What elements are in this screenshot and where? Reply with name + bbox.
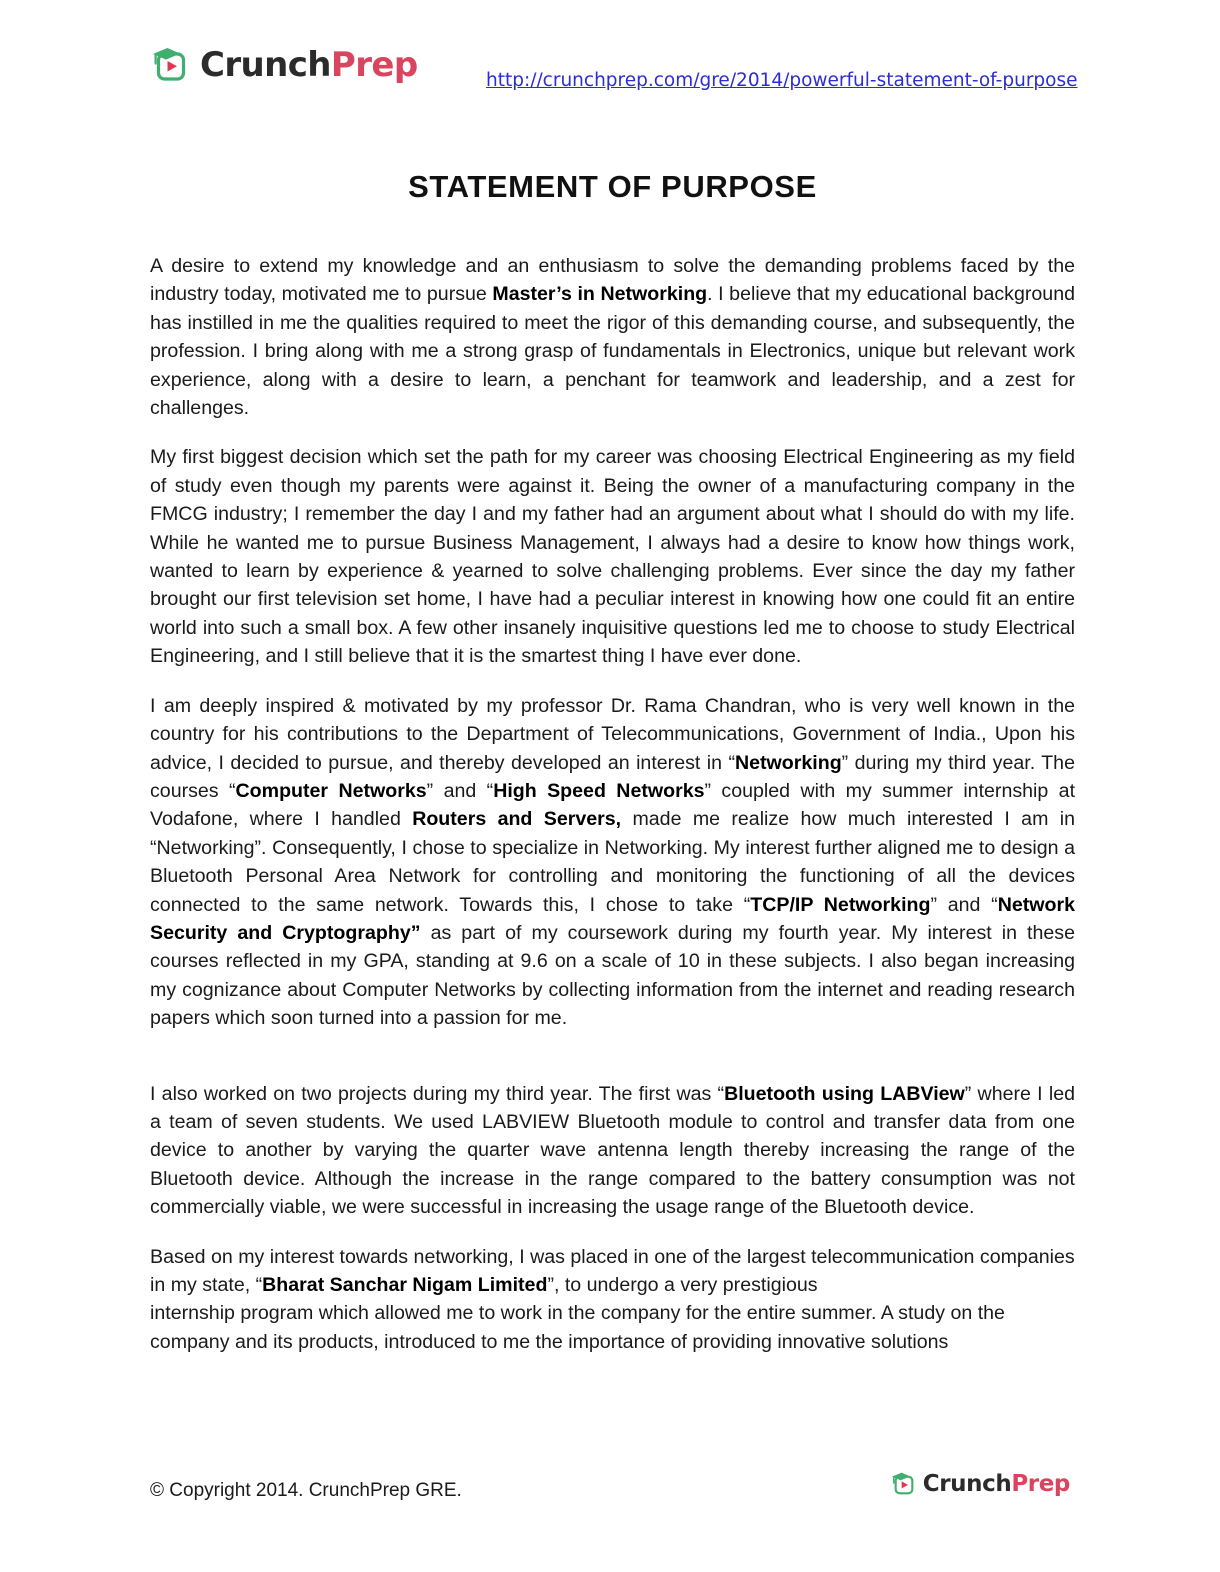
paragraph-1: A desire to extend my knowledge and an enthusiasm to solve the demanding problems faced by the industry today, motivated me to pursue Master’s in Networking. I believe that my educational background has instilled in me the qualities required to meet the rigor of this demanding course, and subsequently, the profession. I bring along with me a strong grasp of fundamentals in Electronics, unique but relevant work experience, along with a desire to learn, a penchant for teamwork and leadership, and a zest for challenges.	[150, 255, 1075, 420]
paragraph-3: I am deeply inspired & motivated by my professor Dr. Rama Chandran, who is very well known in the country for his contributions to the Department of Telecommunications, Government of India., Upon his advice, I decided to pursue, and thereby developed an interest in “Networking” during my third year. The courses “Computer Networks” and “High Speed Networks” coupled with my summer internship at Vodafone, where I handled Routers and Servers, made me realize how much interested I am in “Networking”. Consequently, I chose to specialize in Networking. My interest further aligned me to design a Bluetooth Personal Area Network for controlling and monitoring the functioning of all the devices connected to the same network. Towards this, I chose to take “TCP/IP Networking” and “Network Security and Cryptography” as part of my coursework during my fourth year. My interest in these courses reflected in my GPA, standing at 9.6 on a scale of 10 in these subjects. I also began increasing my cognizance about Computer Networks by collecting information from the internet and reading research papers which soon turned into a passion for me.	[150, 694, 1076, 1030]
crunchprep-graduation-play-icon	[150, 44, 192, 86]
crunchprep-wordmark	[922, 1470, 1070, 1497]
footer-crunchprep-logo	[890, 1470, 1070, 1498]
crunchprep-logo	[150, 44, 418, 86]
paragraph-2: My first biggest decision which set the path for my career was choosing Electrical Engineering as my field of study even though my parents were against it. Being the owner of a manufacturing company in the FMCG industry; I remember the day I and my father had an argument about what I should do with my life. While he wanted me to pursue Business Management, I always had a desire to know how things work, wanted to learn by experience & yearned to solve challenging problems. Ever since the day my father brought our first television set home, I have had a peculiar interest in knowing how one could fit an entire world into such a small box. A few other insanely inquisitive questions led me to choose to study Electrical Engineering, and I still believe that it is the smartest thing I have ever done.	[150, 446, 1075, 668]
wordmark-crunch: Crunch	[922, 1470, 1012, 1497]
paragraph-4: I also worked on two projects during my third year. The first was “Bluetooth using LABView” where I led a team of seven students. We used LABVIEW Bluetooth module to control and transfer data from one device to another by varying the quarter wave antenna length thereby increasing the range of the Bluetooth device. Although the increase in the range compared to the battery consumption was not commercially viable, we were successful in increasing the usage range of the Bluetooth device.	[150, 1082, 1075, 1219]
crunchprep-graduation-play-icon	[890, 1470, 918, 1498]
wordmark-prep: Prep	[1011, 1470, 1070, 1497]
wordmark-crunch: Crunch	[200, 45, 331, 85]
page-footer	[150, 1470, 1070, 1514]
document-body	[150, 252, 1075, 1356]
page-title: STATEMENT OF PURPOSE	[408, 168, 817, 204]
paragraph-5-line-a: Based on my interest towards networking, I was placed in one of the largest telecommunication companies in my state, “Bharat Sanchar Nigam Limited”, to undergo a very prestigious	[150, 1245, 1075, 1296]
page-header	[150, 44, 1078, 106]
source-url-link[interactable]: http://crunchprep.com/gre/2014/powerful-statement-of-purpose	[486, 70, 1078, 91]
copyright-text: © Copyright 2014. CrunchPrep GRE.	[150, 1480, 462, 1501]
wordmark-prep: Prep	[330, 45, 418, 85]
paragraph-5-line-b: internship program which allowed me to work in the company for the entire summer. A study on the company and its products, introduced to me the importance of providing innovative solutions	[150, 1302, 1005, 1353]
crunchprep-wordmark	[200, 45, 418, 85]
